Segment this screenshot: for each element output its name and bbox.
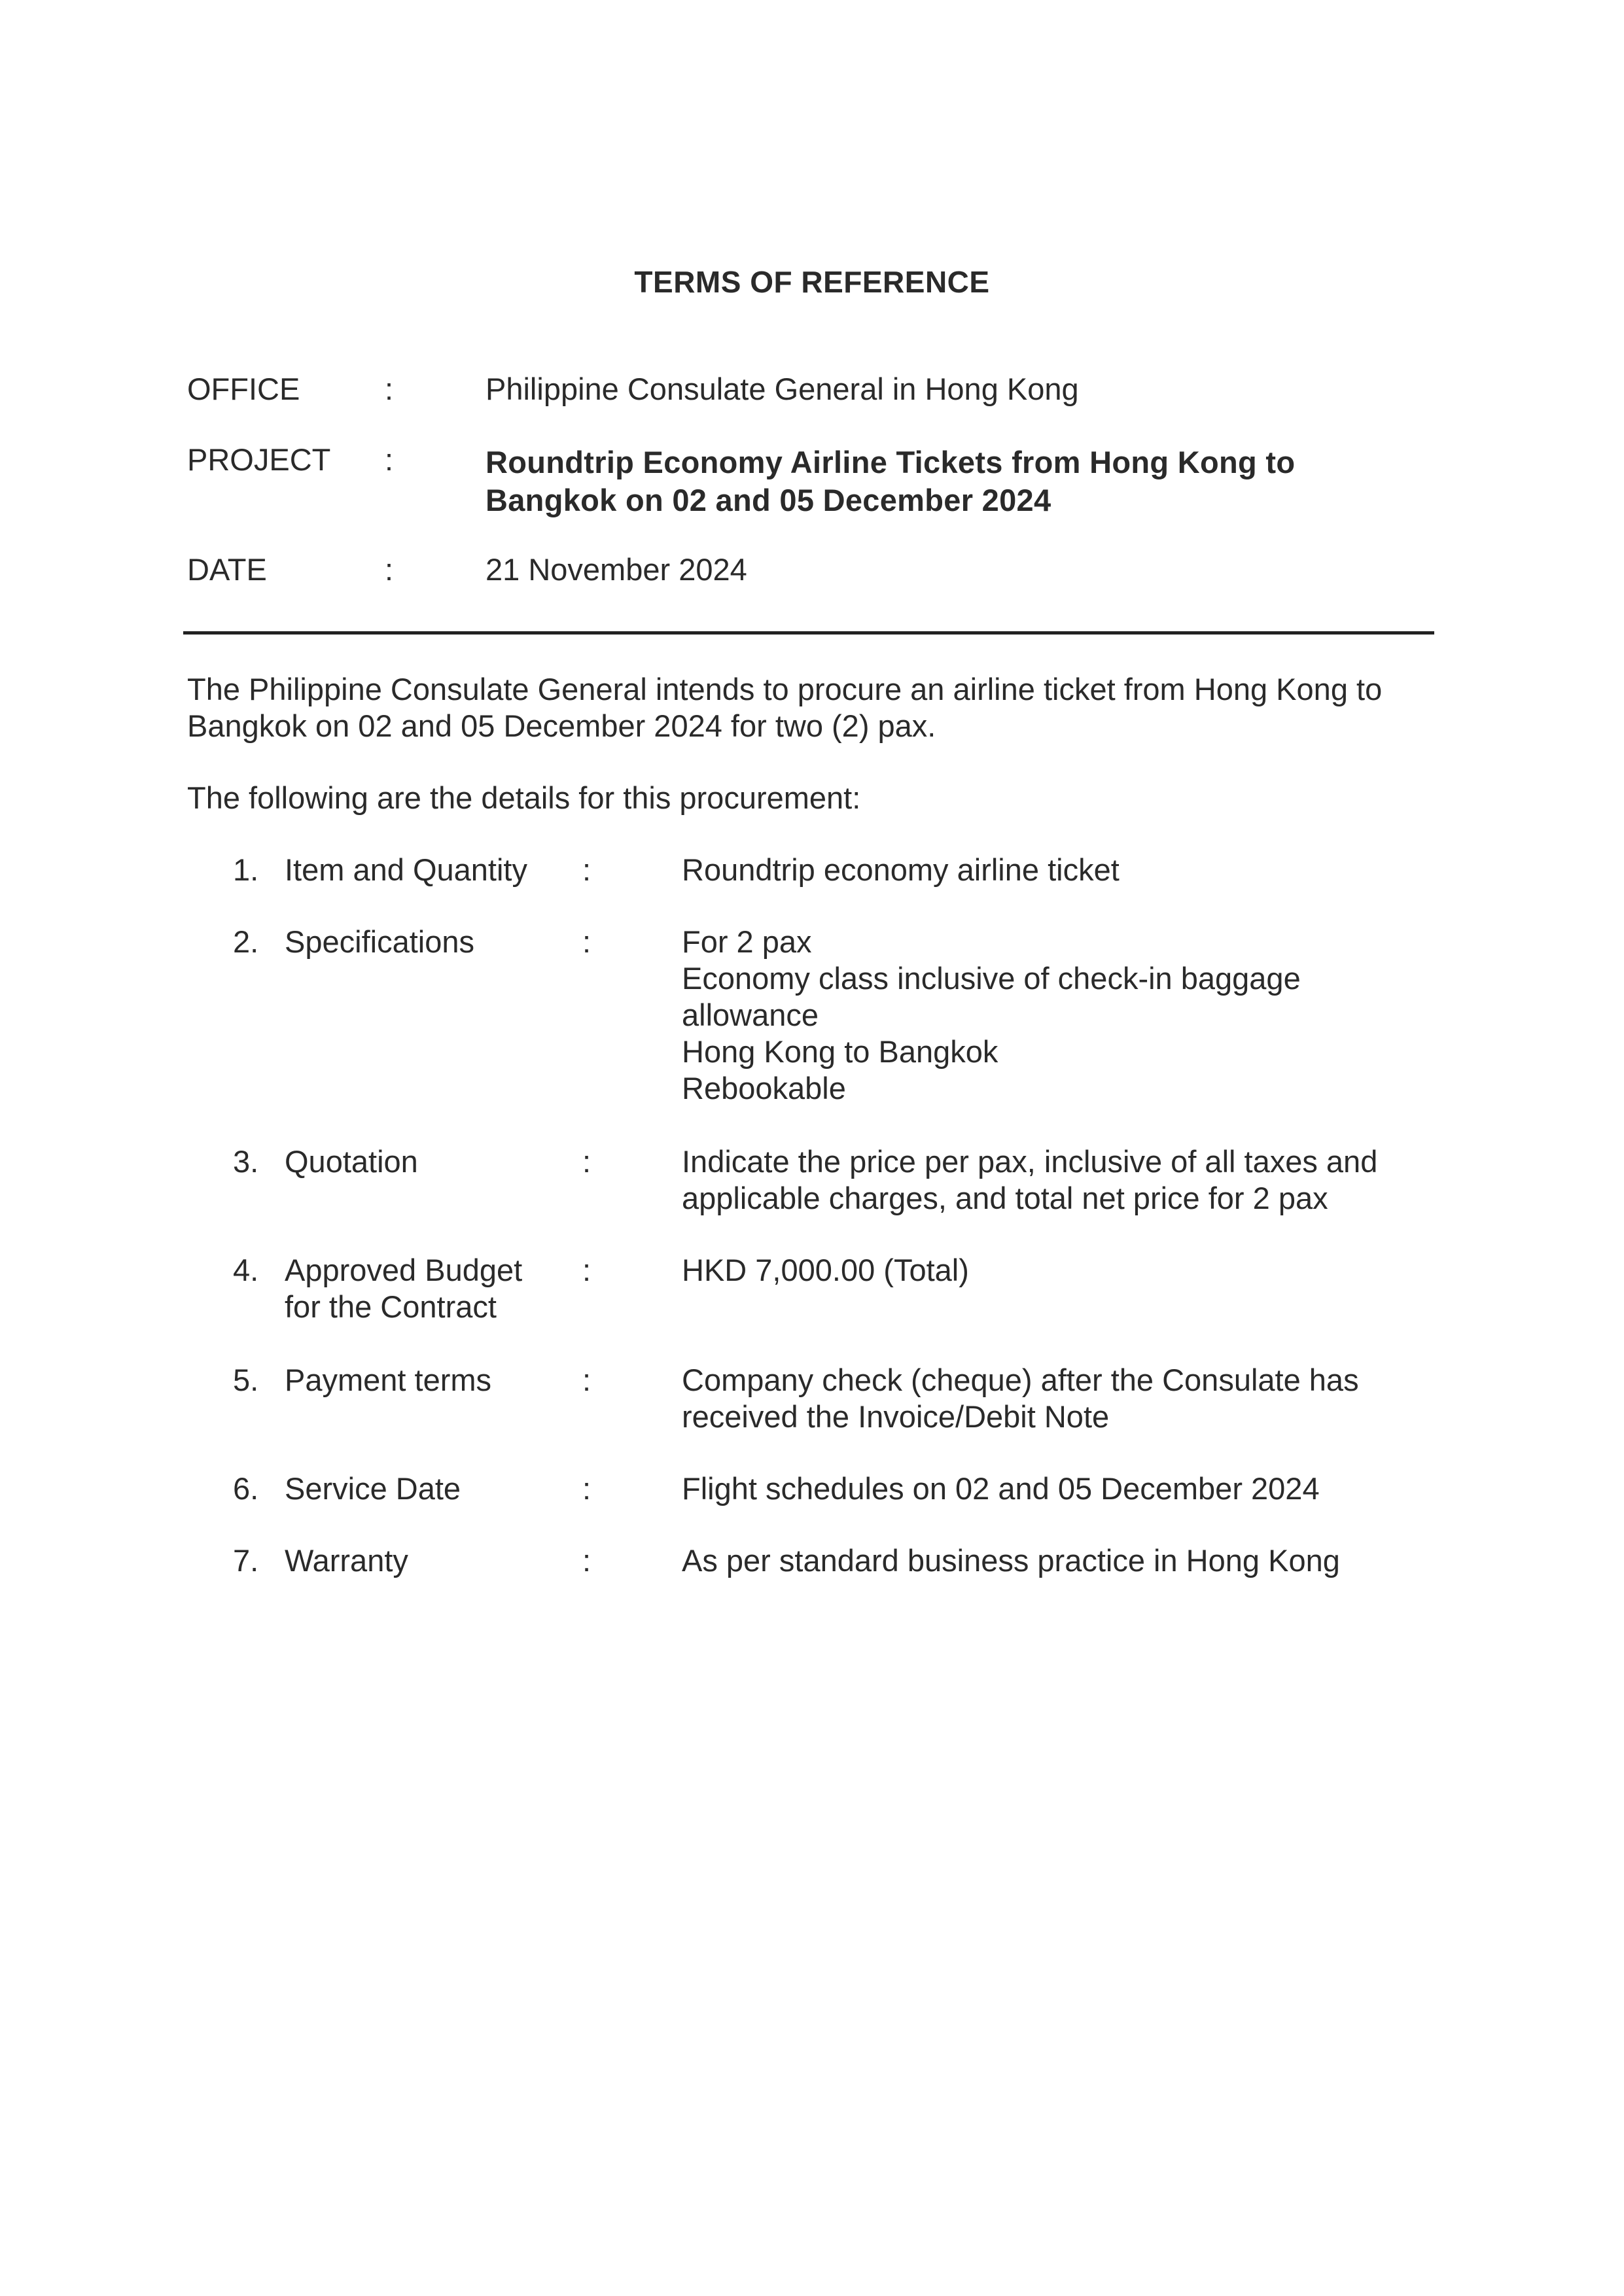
item-value (682, 1362, 1441, 1435)
item-label (285, 1542, 573, 1579)
item-colon: : (582, 1363, 591, 1397)
date-value: 21 November 2024 (485, 552, 747, 587)
item-number: 2. (233, 924, 259, 959)
item-label-line: Service Date (285, 1471, 461, 1506)
project-value (485, 441, 1402, 519)
project-colon: : (385, 442, 394, 477)
item-label-line: for the Contract (285, 1289, 497, 1324)
item-colon: : (582, 1253, 591, 1287)
item-number: 1. (233, 852, 259, 887)
item-value-line: For 2 pax (682, 924, 812, 959)
item-value-line: applicable charges, and total net price for 2 pax (682, 1181, 1328, 1215)
project-value-line: Bangkok on 02 and 05 December 2024 (485, 483, 1051, 517)
header-divider (183, 631, 1434, 635)
item-colon: : (582, 1471, 591, 1506)
intro-paragraph (187, 671, 1450, 744)
item-label (285, 924, 573, 960)
office-value: Philippine Consulate General in Hong Kong (485, 372, 1079, 406)
item-value-line: Flight schedules on 02 and 05 December 2024 (682, 1471, 1320, 1506)
item-value-line: Rebookable (682, 1071, 846, 1105)
item-value (682, 1470, 1441, 1507)
item-label (285, 1362, 573, 1399)
item-value (682, 1252, 1441, 1289)
item-value (682, 1542, 1441, 1579)
intro-line: The Philippine Consulate General intends to procure an airline ticket from Hong Kong to (187, 672, 1383, 706)
item-label-line: Quotation (285, 1144, 418, 1179)
date-label: DATE (187, 552, 267, 587)
item-colon: : (582, 924, 591, 959)
date-colon: : (385, 552, 394, 587)
item-value-line: Company check (cheque) after the Consulate has (682, 1363, 1359, 1397)
item-number: 4. (233, 1253, 259, 1287)
item-value-line: As per standard business practice in Hong Kong (682, 1543, 1340, 1578)
item-number: 6. (233, 1471, 259, 1506)
item-value-line: HKD 7,000.00 (Total) (682, 1253, 969, 1287)
item-number: 7. (233, 1543, 259, 1578)
item-label (285, 1252, 573, 1325)
item-value-line: Indicate the price per pax, inclusive of all taxes and (682, 1144, 1378, 1179)
item-value-line: received the Invoice/Debit Note (682, 1399, 1110, 1434)
item-value (682, 1143, 1441, 1217)
item-label-line: Payment terms (285, 1363, 492, 1397)
item-value-line: allowance (682, 998, 819, 1032)
office-colon: : (385, 372, 394, 406)
item-label (285, 1143, 573, 1180)
item-value-line: Roundtrip economy airline ticket (682, 852, 1120, 887)
document-title: TERMS OF REFERENCE (634, 265, 990, 299)
details-lead: The following are the details for this procurement: (187, 780, 861, 815)
item-label-line: Item and Quantity (285, 852, 527, 887)
project-value-line: Roundtrip Economy Airline Tickets from Hong Kong to (485, 445, 1296, 479)
item-number: 5. (233, 1363, 259, 1397)
item-label-line: Specifications (285, 924, 474, 959)
intro-line: Bangkok on 02 and 05 December 2024 for two (2) pax. (187, 708, 936, 743)
item-label-line: Warranty (285, 1543, 408, 1578)
item-label (285, 1470, 573, 1507)
item-value-line: Economy class inclusive of check-in baggage (682, 961, 1301, 996)
item-value (682, 852, 1441, 888)
item-label (285, 852, 573, 888)
item-colon: : (582, 1144, 591, 1179)
item-label-line: Approved Budget (285, 1253, 523, 1287)
item-colon: : (582, 852, 591, 887)
project-label: PROJECT (187, 442, 331, 477)
item-value-line: Hong Kong to Bangkok (682, 1034, 998, 1069)
item-value (682, 924, 1441, 1107)
item-colon: : (582, 1543, 591, 1578)
item-number: 3. (233, 1144, 259, 1179)
office-label: OFFICE (187, 372, 300, 406)
